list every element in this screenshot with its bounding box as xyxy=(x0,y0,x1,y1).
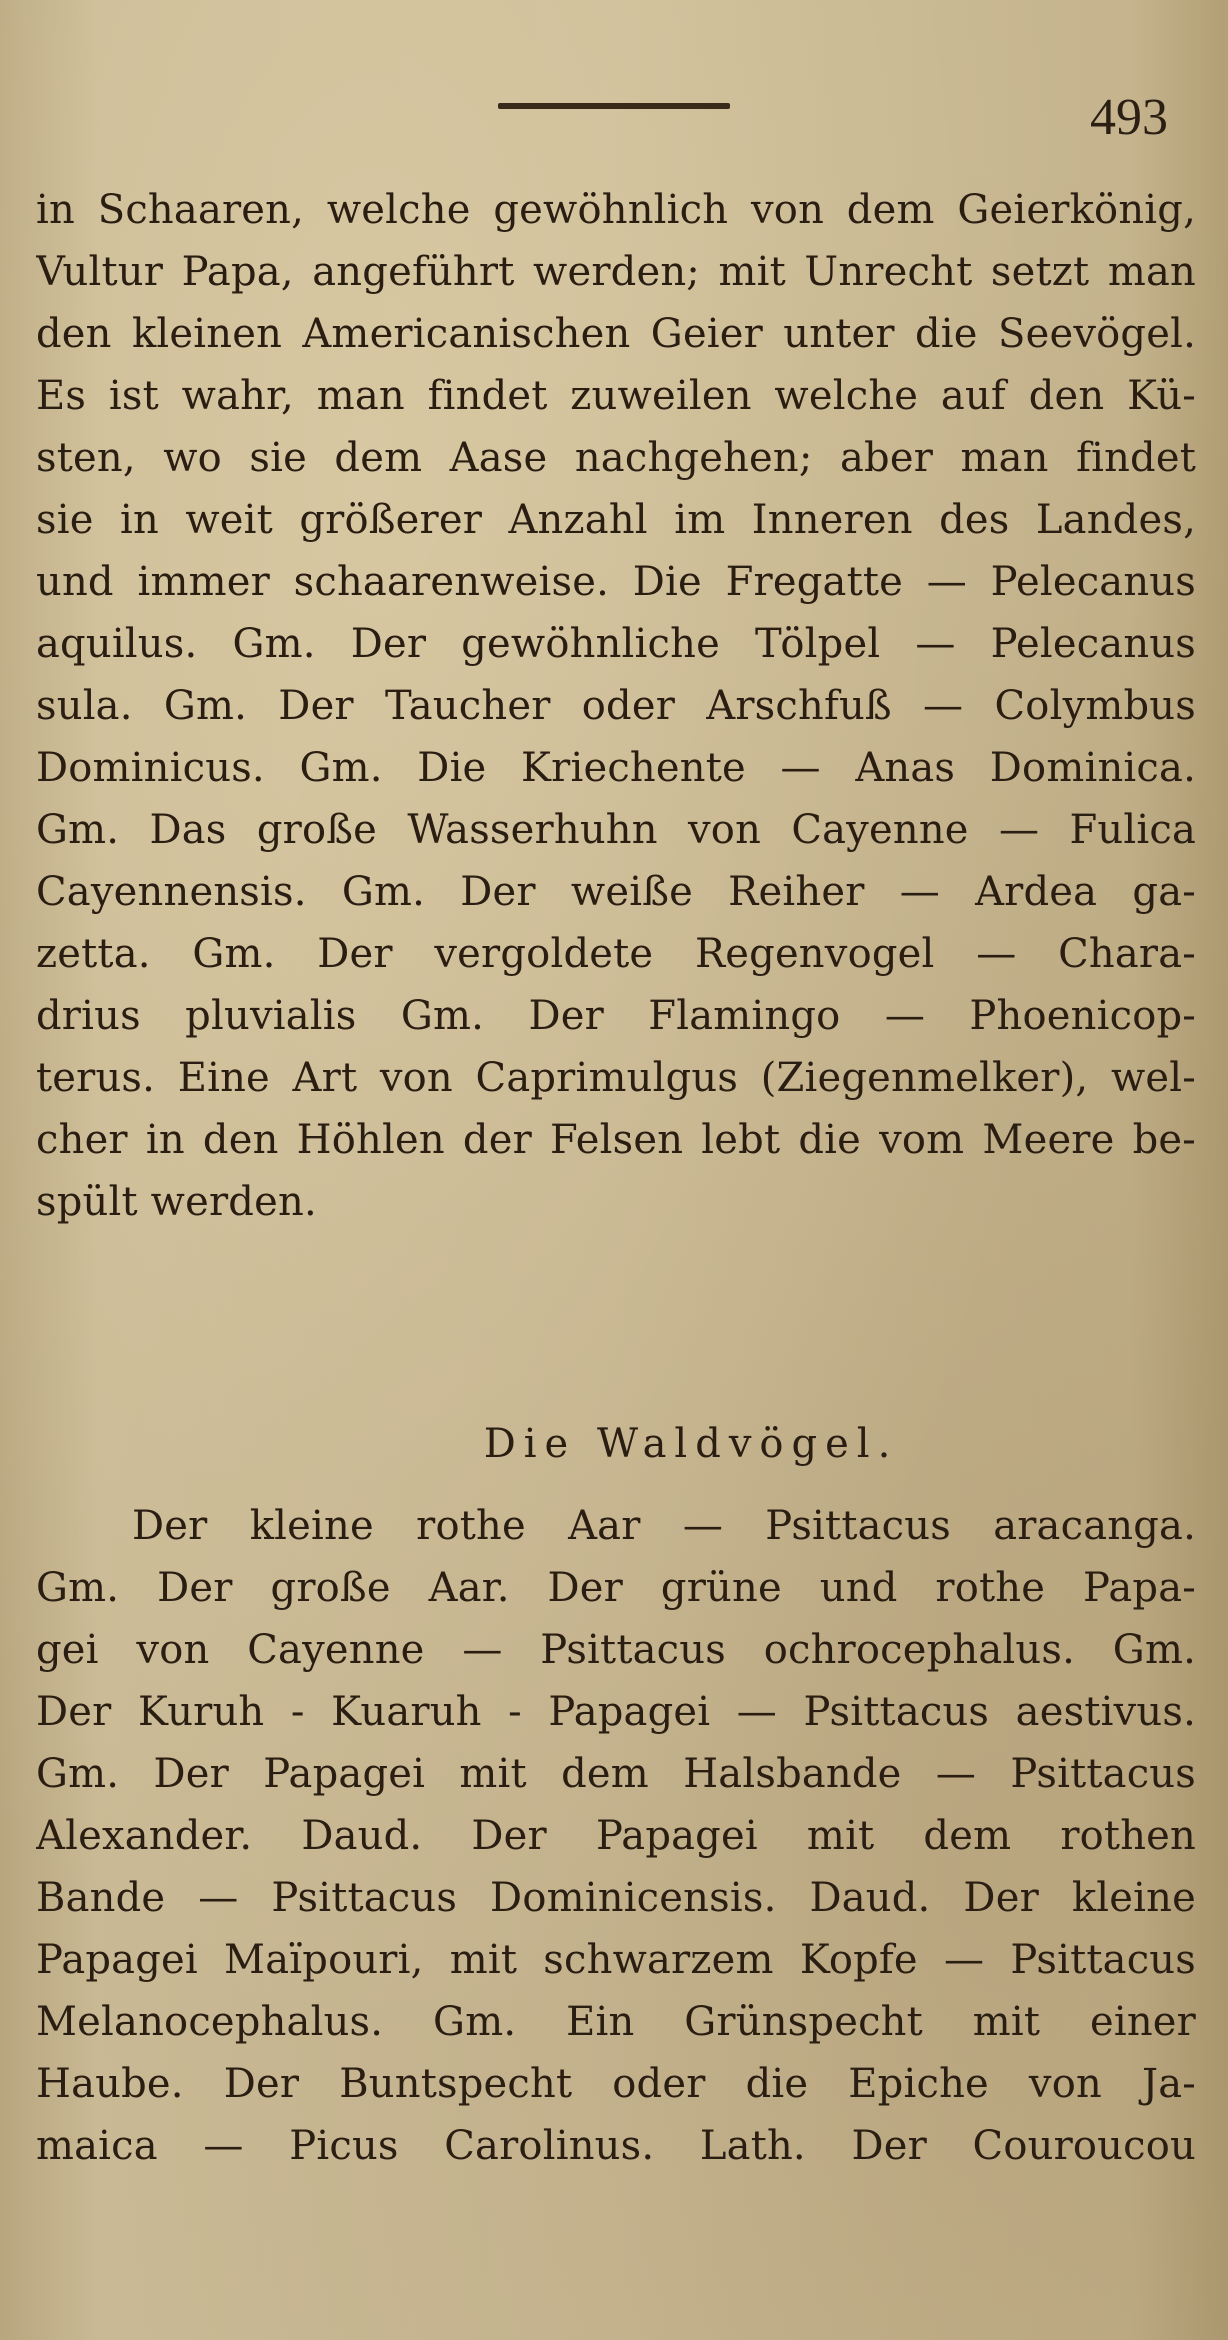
text-line: spült werden. xyxy=(36,1179,317,1225)
text-line: Alexander. Daud. Der Papagei mit dem rothen xyxy=(36,1813,1196,1859)
text-line: und immer schaarenweise. Die Fregatte — Pelecanus xyxy=(36,559,1196,605)
text-line: in Schaaren, welche gewöhnlich von dem Geierkönig, xyxy=(36,187,1196,233)
text-line: zetta. Gm. Der vergoldete Regenvogel — Chara- xyxy=(36,931,1196,977)
text-line: drius pluvialis Gm. Der Flamingo — Phoenicop- xyxy=(36,993,1196,1039)
text-line: Gm. Der große Aar. Der grüne und rothe Papa- xyxy=(36,1565,1196,1611)
text-line: Haube. Der Buntspecht oder die Epiche von Ja- xyxy=(36,2061,1196,2107)
text-line: Gm. Der Papagei mit dem Halsbande — Psittacus xyxy=(36,1751,1196,1797)
text-line: Es ist wahr, man findet zuweilen welche auf den Kü- xyxy=(36,373,1196,419)
text-line: Vultur Papa, angeführt werden; mit Unrecht setzt man xyxy=(36,249,1196,295)
text-line: Cayennensis. Gm. Der weiße Reiher — Ardea ga- xyxy=(36,869,1196,915)
text-line: sten, wo sie dem Aase nachgehen; aber man findet xyxy=(36,435,1196,481)
section-heading: Die Waldvögel. xyxy=(483,1421,899,1467)
text-line: Melanocephalus. Gm. Ein Grünspecht mit einer xyxy=(36,1999,1196,2045)
page-number: 493 xyxy=(1090,89,1168,146)
text-line: maica — Picus Carolinus. Lath. Der Couroucou xyxy=(36,2123,1196,2169)
text-line: cher in den Höhlen der Felsen lebt die vom Meere be- xyxy=(36,1117,1196,1163)
text-line: sula. Gm. Der Taucher oder Arschfuß — Colymbus xyxy=(36,683,1196,729)
header-rule xyxy=(498,103,730,109)
text-line: Der kleine rothe Aar — Psittacus aracanga. xyxy=(132,1503,1196,1549)
text-line: Der Kuruh - Kuaruh - Papagei — Psittacus aestivus. xyxy=(36,1689,1196,1735)
text-line: Papagei Maïpouri, mit schwarzem Kopfe — Psittacus xyxy=(36,1937,1196,1983)
text-line: gei von Cayenne — Psittacus ochrocephalus. Gm. xyxy=(36,1627,1196,1673)
text-line: Gm. Das große Wasserhuhn von Cayenne — Fulica xyxy=(36,807,1196,853)
text-line: sie in weit größerer Anzahl im Inneren des Landes, xyxy=(36,497,1196,543)
text-line: den kleinen Americanischen Geier unter die Seevögel. xyxy=(36,311,1196,357)
text-line: terus. Eine Art von Caprimulgus (Ziegenmelker), wel- xyxy=(36,1055,1196,1101)
text-line: aquilus. Gm. Der gewöhnliche Tölpel — Pelecanus xyxy=(36,621,1196,667)
text-line: Dominicus. Gm. Die Kriechente — Anas Dominica. xyxy=(36,745,1196,791)
text-line: Bande — Psittacus Dominicensis. Daud. Der kleine xyxy=(36,1875,1196,1921)
